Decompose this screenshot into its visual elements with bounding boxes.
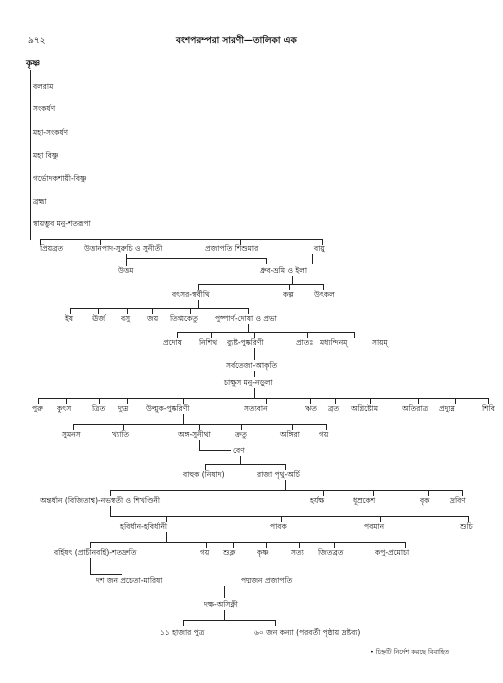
person-node: পুষ্পার্ণ-দোষা ও প্রভা <box>215 314 277 323</box>
person-node: গয় <box>200 548 210 557</box>
branch-line <box>198 300 199 308</box>
footnote: • চিহ্নটি নির্দেশ করছে বিবাহিত <box>370 648 450 656</box>
person-node: অতিরাত্র <box>402 404 429 413</box>
person-node: উল্মুক-পুষ্করিণী <box>146 404 190 413</box>
person-node: জিতব্রত <box>318 548 344 557</box>
person-node: সায়ম্‌ <box>372 338 388 347</box>
person-node: নিশিথ <box>199 338 218 347</box>
person-node: হর্যক্ষ <box>310 496 325 505</box>
branch-line <box>292 276 293 284</box>
lineage-node: মহা বিষ্ণু <box>33 151 59 160</box>
person-node: শিবি <box>482 404 495 413</box>
branch-line <box>224 586 225 598</box>
branch-line <box>254 371 255 377</box>
branch-line <box>285 480 286 490</box>
generation-connector <box>205 464 285 465</box>
person-node: ঊর্জ <box>92 314 106 323</box>
lineage-node: গর্ভোদকশায়ী-বিষ্ণু <box>33 174 87 183</box>
person-node: মধ্যন্দিনম্‌ <box>320 338 348 347</box>
generation-connector <box>126 258 266 259</box>
person-node: ৬০ জন কন্যা (পরবর্তী পৃষ্ঠায় দ্রষ্টব্য) <box>254 628 361 637</box>
person-node: উৎকল <box>314 290 335 299</box>
person-node: বৎসর-স্বর্বীথি <box>172 290 210 299</box>
generation-connector <box>110 516 468 517</box>
lineage-node: কৃষ্ণ <box>26 59 41 69</box>
person-node: গয় <box>319 430 329 439</box>
person-node: ত্রিত <box>92 404 106 413</box>
generation-connector <box>199 450 231 451</box>
branch-line <box>183 620 184 626</box>
page-number: ৯৭২ <box>28 36 46 46</box>
person-node: হবির্ধান-হবির্ধানী <box>120 522 168 531</box>
lineage-node: স্বায়ম্ভুব মনু-শতরূপা <box>33 219 91 228</box>
person-node: দশ জন প্রচেতা-মারিষা <box>96 576 163 585</box>
person-node: ধ্রুব-ভ্রমি ও ইলা <box>260 266 308 275</box>
person-node: প্রিয়ব্রত <box>40 244 64 253</box>
person-node: অঙ্গিরা <box>280 430 300 439</box>
branch-line <box>266 258 267 264</box>
generation-connector <box>110 490 462 491</box>
person-node: ঋত <box>305 404 317 413</box>
branch-line <box>166 532 167 542</box>
branch-line <box>312 254 313 264</box>
person-node: বাহুক (নিষাদ) <box>183 470 225 479</box>
lineage-connector <box>30 70 31 240</box>
person-node: কল্প <box>283 290 294 299</box>
generation-connector <box>70 308 248 309</box>
branch-line <box>110 506 111 516</box>
branch-line <box>224 610 225 620</box>
person-node: সুমনস <box>62 430 81 439</box>
person-node: ১১ হাজার পুত্র <box>160 628 205 637</box>
person-node: বসু <box>121 314 131 323</box>
person-node: উত্তানপাদ-সুরুচি ও সুনীতী <box>84 244 163 253</box>
generation-connector <box>198 284 323 285</box>
person-node: পদ্মজন প্রজাপতি <box>241 576 293 585</box>
person-node: বেণ <box>233 446 245 455</box>
branch-line <box>354 332 355 338</box>
person-node: খ্যাতি <box>112 430 130 439</box>
branch-line <box>254 388 255 398</box>
person-node: বর্হিষৎ (প্রাচীনবর্হি)-শতদ্রুতি <box>54 548 137 557</box>
generation-connector <box>90 574 122 575</box>
person-node: বায়ু <box>314 244 325 253</box>
branch-line <box>183 414 184 424</box>
person-node: ক্রতু <box>235 430 247 439</box>
person-node: কপু-প্রমোচা <box>375 548 410 557</box>
branch-line <box>455 398 456 404</box>
generation-connector <box>90 542 405 543</box>
lineage-node: মহা-সংকর্ষণ <box>33 128 69 137</box>
person-node: সত্যবান <box>244 404 268 413</box>
person-node: কুৎস <box>57 404 72 413</box>
lineage-node: বলরাম <box>33 82 54 91</box>
person-node: ধূম্রকেশ <box>353 496 376 505</box>
person-node: সর্বতেজা-আকৃতি <box>226 361 278 370</box>
generation-connector <box>177 332 354 333</box>
branch-line <box>240 456 241 464</box>
person-node: প্রদোষ <box>163 338 182 347</box>
lineage-node: সংকর্ষণ <box>33 104 56 113</box>
person-node: কৃষ্ণ <box>257 548 269 557</box>
person-node: দক্ষ-অসিক্নী <box>204 600 238 609</box>
person-node: শুচি <box>460 522 473 531</box>
person-node: অগ্নিষ্টোম <box>351 404 378 413</box>
generation-connector <box>40 239 322 240</box>
branch-line <box>248 324 249 332</box>
person-node: জয় <box>147 314 159 323</box>
person-node: তিগ্মকেতু <box>170 314 198 323</box>
person-node: পবমান <box>364 522 385 531</box>
branch-line <box>126 254 127 266</box>
generation-connector <box>183 620 275 621</box>
person-node: রাজা পৃথু-অর্চি <box>257 470 300 479</box>
person-node: ইষ <box>65 314 74 323</box>
person-node: শুক্ল <box>223 548 236 557</box>
person-node: ব্যুষ্ট-পুষ্করিণী <box>227 338 264 347</box>
person-node: উত্তম <box>118 266 134 275</box>
generation-connector <box>38 398 488 399</box>
person-node: অন্তর্ধান (বিজিতাশ্ব)-নভস্বতী ও শিখণ্ডিনী <box>40 496 161 505</box>
branch-line <box>275 620 276 626</box>
lineage-node: ব্রহ্মা <box>33 197 47 206</box>
person-node: অঙ্গ-সুনীথা <box>178 430 211 439</box>
branch-line <box>199 440 200 450</box>
person-node: পুরু <box>32 404 43 413</box>
person-node: প্রজাপতি শিশুমার <box>205 244 259 253</box>
branch-line <box>254 348 255 360</box>
person-node: দ্যুম্ন <box>118 404 129 413</box>
person-node: বৃক <box>420 496 430 505</box>
person-node: প্রদ্যুম্ন <box>439 404 455 413</box>
person-node: প্রাতঃ <box>296 338 314 347</box>
person-node: দ্রবিণ <box>450 496 466 505</box>
branch-line <box>90 558 91 574</box>
person-node: ব্রত <box>328 404 339 413</box>
page-title: বংশপরম্পরা সারণী—তালিকা এক <box>176 36 297 46</box>
person-node: পাবক <box>270 522 287 531</box>
person-node: চাক্ষুস মনু-নড়ুলা <box>224 378 273 387</box>
person-node: সত্য <box>291 548 304 557</box>
